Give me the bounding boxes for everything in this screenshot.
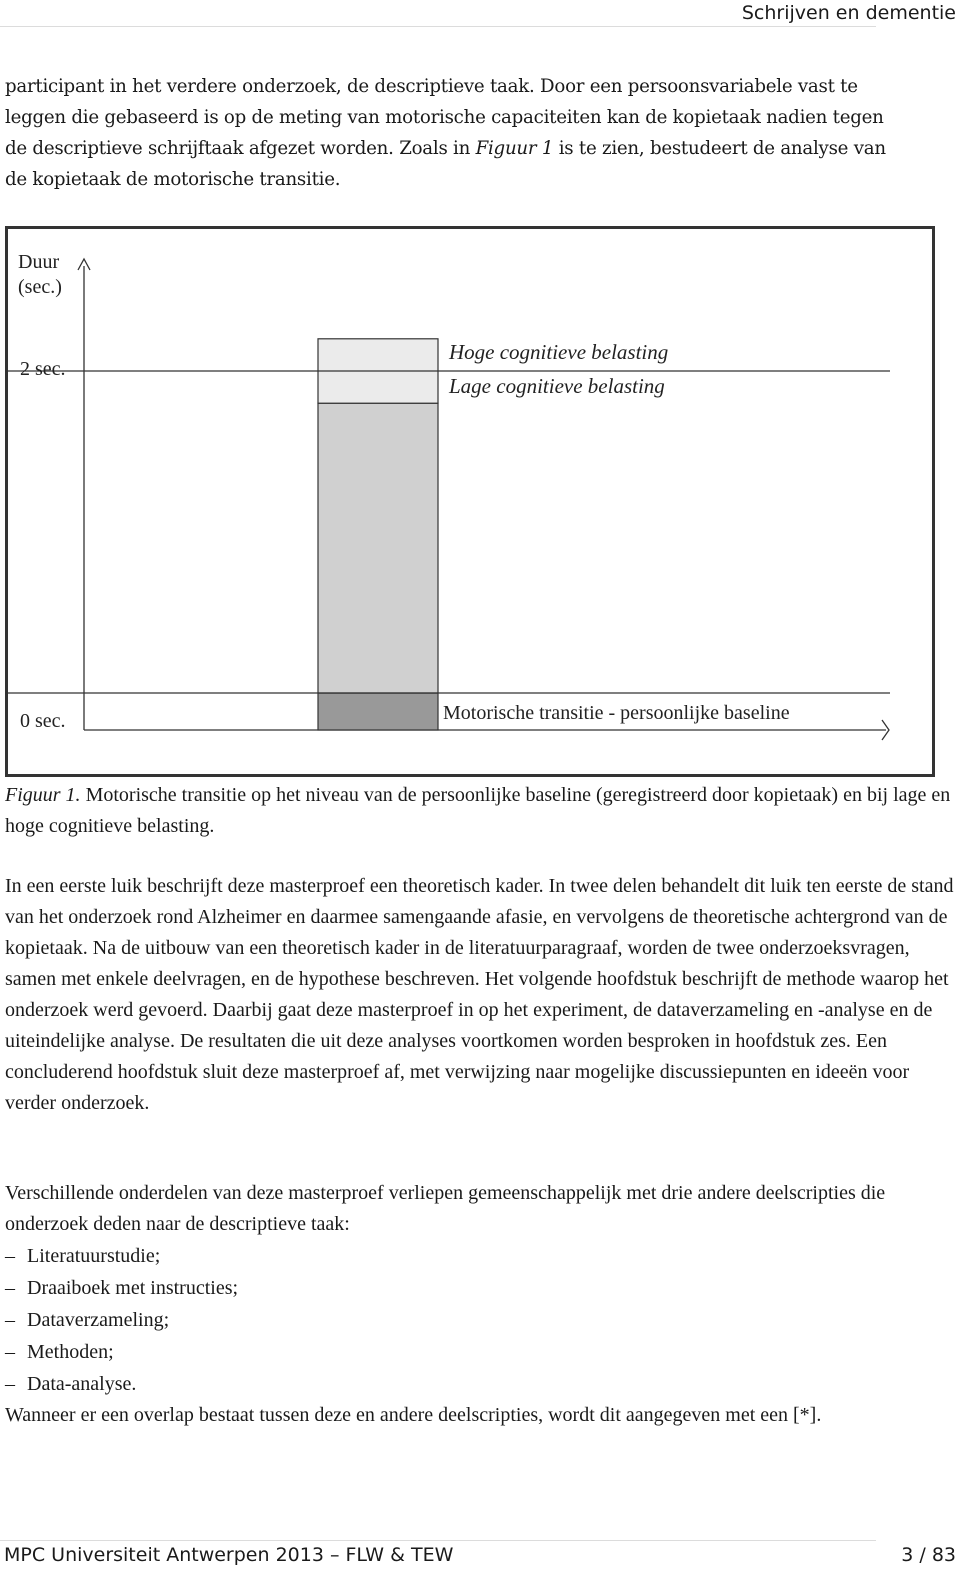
- dash-bullet: –: [5, 1277, 15, 1299]
- dash-bullet: –: [5, 1341, 15, 1363]
- dash-bullet: –: [5, 1309, 15, 1331]
- intro-paragraph: [5, 71, 955, 195]
- figure-caption: [5, 780, 955, 842]
- footer-institution: MPC Universiteit Antwerpen 2013 – FLW & TEW: [4, 1544, 454, 1566]
- paragraph-shared-parts: [5, 1178, 955, 1431]
- intro-line: participant in het verdere onderzoek, de descriptieve taak. Door een persoonsvariabele vast te: [5, 76, 858, 97]
- dash-bullet: –: [5, 1373, 15, 1395]
- figure-1-chart: [5, 226, 935, 777]
- dash-bullet: –: [5, 1245, 15, 1267]
- caption-text: Motorische transitie op het niveau van de persoonlijke baseline (geregistreerd door kopietaak) en bij lage en hoge cognitieve belasting.: [5, 784, 951, 837]
- intro-line: [5, 133, 955, 164]
- intro-text: is te zien, bestudeert de analyse van: [553, 138, 886, 159]
- list-item: [5, 1368, 955, 1400]
- list-item-text: Dataverzameling;: [27, 1309, 170, 1331]
- page-number: 3 / 83: [901, 1544, 956, 1566]
- intro-text: de descriptieve schrijftaak afgezet worden. Zoals in: [5, 138, 476, 159]
- bar-segment-baseline: [318, 693, 438, 730]
- list-item: [5, 1240, 955, 1272]
- caption-label: Figuur 1.: [5, 784, 81, 806]
- y-axis-label-unit: (sec.): [18, 276, 62, 298]
- y-tick-label-2: 2 sec.: [20, 358, 66, 380]
- list-item: [5, 1272, 955, 1304]
- header-divider: [0, 26, 876, 27]
- figure-reference: Figuur 1: [475, 138, 554, 159]
- y-axis-label: Duur: [18, 251, 60, 273]
- list-item-text: Literatuurstudie;: [27, 1245, 161, 1267]
- intro-line: leggen die gebaseerd is op de meting van motorische capaciteiten kan de kopietaak nadien tegen: [5, 107, 884, 128]
- running-header: Schrijven en dementie: [741, 2, 956, 24]
- list-item-text: Data-analyse.: [27, 1373, 137, 1395]
- stacked-bar: [318, 339, 438, 730]
- bar-segment-low-load: [318, 403, 438, 693]
- paragraph-closing: Wanneer er een overlap bestaat tussen deze en andere deelscripties, wordt dit aangegeven met een [*].: [5, 1404, 822, 1426]
- list-item: [5, 1336, 955, 1368]
- intro-line: de kopietaak de motorische transitie.: [5, 169, 341, 190]
- y-tick-label-0: 0 sec.: [20, 710, 66, 732]
- shared-parts-list: [5, 1240, 955, 1400]
- list-item-text: Methoden;: [27, 1341, 114, 1363]
- figure-1: [5, 226, 935, 777]
- paragraph-overview: [5, 871, 955, 1119]
- paragraph-text: In een eerste luik beschrijft deze masterproef een theoretisch kader. In twee delen behandelt dit luik ten eerste de stand van het onderzoek rond Alzheimer en daarmee samengaande afasie, en vervolgens de theoretische achtergrond van de kopietaak. Na de uitbouw van een theoretisch kader in de literatuurparagraaf, worden de twee onderzoeksvragen, samen met enkele deelvragen, en de hypothese beschreven. Het volgende hoofdstuk beschrijft de methode waarop het onderzoek werd gevoerd. Daarbij gaat deze masterproef in op het experiment, de dataverzameling en -analyse en de uiteindelijke analyse. De resultaten die uit deze analyses voortkomen worden besproken in hoofdstuk zes. Een concluderend hoofdstuk sluit deze masterproef af, met verwijzing naar mogelijke discussiepunten en ideeën voor verder onderzoek.: [5, 875, 954, 1114]
- list-item: [5, 1304, 955, 1336]
- paragraph-intro: Verschillende onderdelen van deze masterproef verliepen gemeenschappelijk met drie andere deelscripties die onderzoek deden naar de descriptieve taak:: [5, 1182, 886, 1235]
- label-low-load: Lage cognitieve belasting: [449, 374, 665, 398]
- list-item-text: Draaiboek met instructies;: [27, 1277, 239, 1299]
- label-high-load: Hoge cognitieve belasting: [449, 340, 669, 364]
- label-baseline: Motorische transitie - persoonlijke baseline: [443, 702, 790, 724]
